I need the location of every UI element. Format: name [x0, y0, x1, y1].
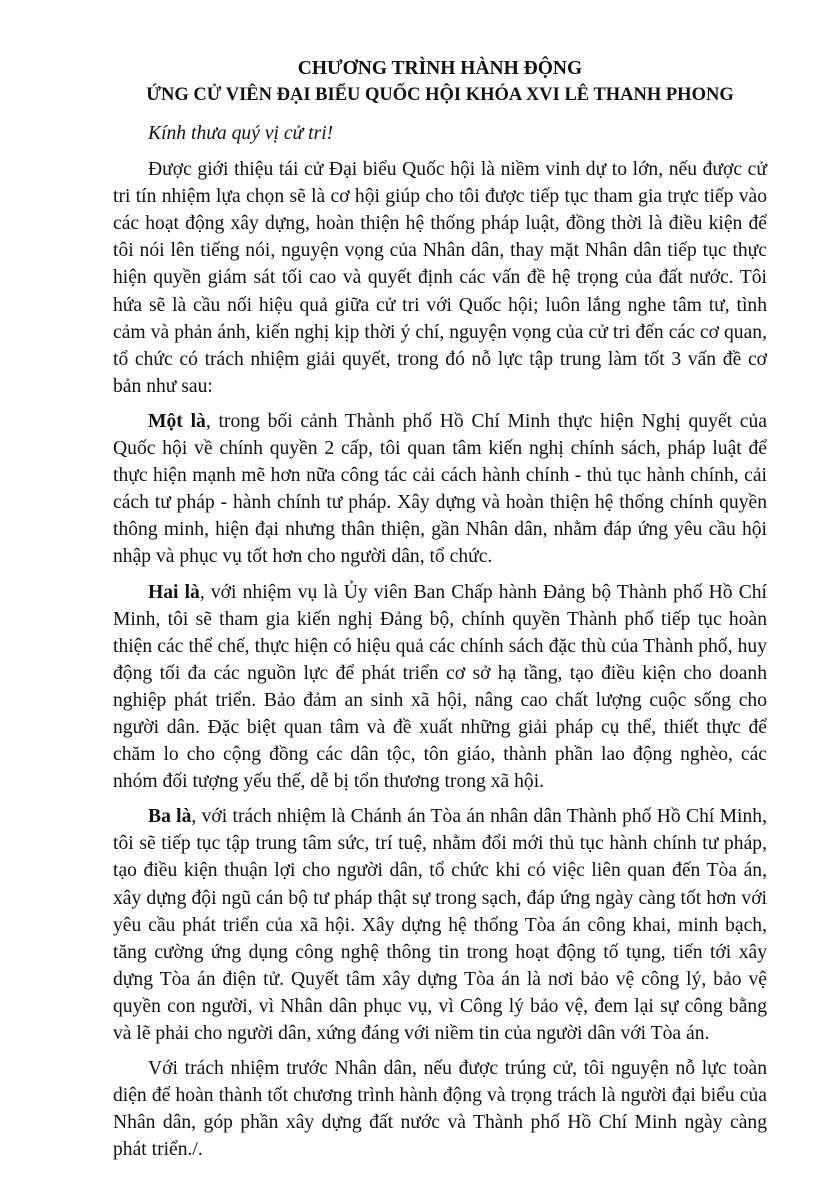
point-one-paragraph	[113, 408, 767, 571]
point-three-lead: Ba là	[148, 806, 192, 828]
point-one-text: , trong bối cảnh Thành phố Hồ Chí Minh thực hiện Nghị quyết của Quốc hội về chính quyền 2 cấp, tôi quan tâm kiến nghị chính sách, pháp luật để thực hiện mạnh mẽ hơn nữa công tác cải cách hành chính - thủ tục hành chính, cải cách tư pháp - hành chính tư pháp. Xây dựng và hoàn thiện hệ thống chính quyền thông minh, hiện đại nhưng thân thiện, gần Nhân dân, nhằm đáp ứng yêu cầu hội nhập và phục vụ tốt hơn cho người dân, tổ chức.	[113, 410, 767, 568]
document-title: CHƯƠNG TRÌNH HÀNH ĐỘNG	[297, 58, 583, 79]
document-body	[113, 120, 767, 1171]
closing-paragraph: Với trách nhiệm trước Nhân dân, nếu được trúng cử, tôi nguyện nỗ lực toàn diện để hoàn thành tốt chương trình hành động và trọng trách là người đại biểu của Nhân dân, góp phần xây dựng đất nước và Thành phố Hồ Chí Minh ngày càng phát triển./.	[113, 1058, 767, 1161]
intro-paragraph: Được giới thiệu tái cử Đại biểu Quốc hội là niềm vinh dự to lớn, nếu được cử tri tín nhiệm lựa chọn sẽ là cơ hội giúp cho tôi được tiếp tục tham gia trực tiếp vào các hoạt động xây dựng, hoàn thiện hệ thống pháp luật, đồng thời là điều kiện để tôi nói lên tiếng nói, nguyện vọng của Nhân dân, thay mặt Nhân dân tiếp tục thực hiện quyền giám sát tối cao và quyết định các vấn đề hệ trọng của đất nước. Tôi hứa sẽ là cầu nối hiệu quả giữa cử tri với Quốc hội; luôn lắng nghe tâm tư, tình cảm và phản ánh, kiến nghị kịp thời ý chí, nguyện vọng của cử tri đến các cơ quan, tổ chức có trách nhiệm giải quyết, trong đó nỗ lực tập trung làm tốt 3 vấn đề cơ bản như sau:	[113, 159, 767, 397]
greeting: Kính thưa quý vị cử tri!	[148, 123, 334, 144]
point-one-lead: Một là	[148, 410, 206, 432]
point-two-text: , với nhiệm vụ là Ủy viên Ban Chấp hành Đảng bộ Thành phố Hồ Chí Minh, tôi sẽ tham gia kiến nghị Đảng bộ, chính quyền Thành phố tiếp tục hoàn thiện các thể chế, thực hiện có hiệu quả các chính sách đặc thù của Thành phố, huy động tối đa các nguồn lực để phát triển cơ sở hạ tầng, tạo điều kiện cho doanh nghiệp phát triển. Bảo đảm an sinh xã hội, nâng cao chất lượng cuộc sống cho người dân. Đặc biệt quan tâm và đề xuất những giải pháp cụ thể, thiết thực để chăm lo cho cộng đồng các dân tộc, tôn giáo, thành phần lao động nghèo, các nhóm đối tượng yếu thế, dễ bị tổn thương trong xã hội.	[113, 581, 768, 793]
document-header	[110, 56, 770, 108]
point-two-lead: Hai là	[148, 581, 200, 603]
point-three-text: , với trách nhiệm là Chánh án Tòa án nhân dân Thành phố Hồ Chí Minh, tôi sẽ tiếp tục tập trung tâm sức, trí tuệ, nhằm đổi mới thủ tục hành chính tư pháp, tạo điều kiện thuận lợi cho người dân, tổ chức khi có việc liên quan đến Tòa án, xây dựng đội ngũ cán bộ tư pháp thật sự trong sạch, đáp ứng ngày càng tốt hơn với yêu cầu phát triển của xã hội. Xây dựng hệ thống Tòa án công khai, minh bạch, tăng cường ứng dụng công nghệ thông tin trong hoạt động tố tụng, tiến tới xây dựng Tòa án điện tử. Quyết tâm xây dựng Tòa án là nơi bảo vệ công lý, bảo vệ quyền con người, vì Nhân dân phục vụ, vì Công lý bảo vệ, đem lại sự công bằng và lẽ phải cho người dân, xứng đáng với niềm tin của người dân với Tòa án.	[113, 806, 767, 1044]
point-two-paragraph	[113, 579, 767, 796]
point-three-paragraph	[113, 803, 767, 1047]
document-subtitle: ỨNG CỬ VIÊN ĐẠI BIỂU QUỐC HỘI KHÓA XVI LÊ THANH PHONG	[146, 85, 734, 105]
